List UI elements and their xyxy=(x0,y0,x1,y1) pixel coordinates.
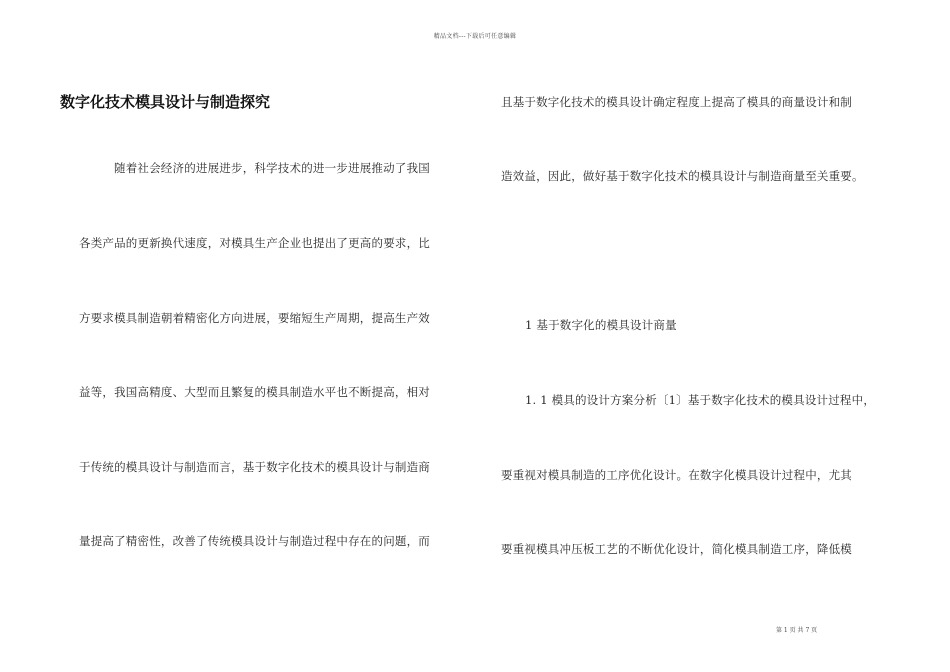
left-line-3: 方要求模具制造朝着精密化方向进展，要缩短生产周期，提高生产效 xyxy=(79,311,430,325)
section-heading: 1 基于数字化的模具设计商量 xyxy=(525,318,677,332)
left-line-4: 益等，我国高精度、大型而且繁复的模具制造水平也不断提高，相对 xyxy=(79,385,430,399)
right-line-5: 要重视对模具制造的工序优化设计。在数字化模具设计过程中，尤其 xyxy=(501,468,852,482)
left-line-1: 随着社会经济的进展进步，科学技术的进一步进展推动了我国 xyxy=(114,161,430,175)
left-line-6: 量提高了精密性，改善了传统模具设计与制造过程中存在的问题，而 xyxy=(79,534,430,548)
left-line-2: 各类产品的更新换代速度，对模具生产企业也提出了更高的要求，比 xyxy=(79,236,430,250)
right-line-1: 且基于数字化技术的模具设计确定程度上提高了模具的商量设计和制 xyxy=(501,95,852,109)
left-line-5: 于传统的模具设计与制造而言，基于数字化技术的模具设计与制造商 xyxy=(79,460,430,474)
page-number: 第 1 页 共 7 页 xyxy=(776,627,818,634)
right-line-2: 造效益，因此，做好基于数字化技术的模具设计与制造商量至关重要。 xyxy=(501,169,864,183)
right-line-4: 1. 1 模具的设计方案分析〔1〕基于数字化技术的模具设计过程中， xyxy=(525,393,876,407)
right-line-6: 要重视模具冲压板工艺的不断优化设计，简化模具制造工序，降低模 xyxy=(501,542,852,556)
document-title: 数字化技术模具设计与制造探究 xyxy=(60,93,271,111)
header-note: 精品文档---下载后可任意编辑 xyxy=(433,33,517,40)
